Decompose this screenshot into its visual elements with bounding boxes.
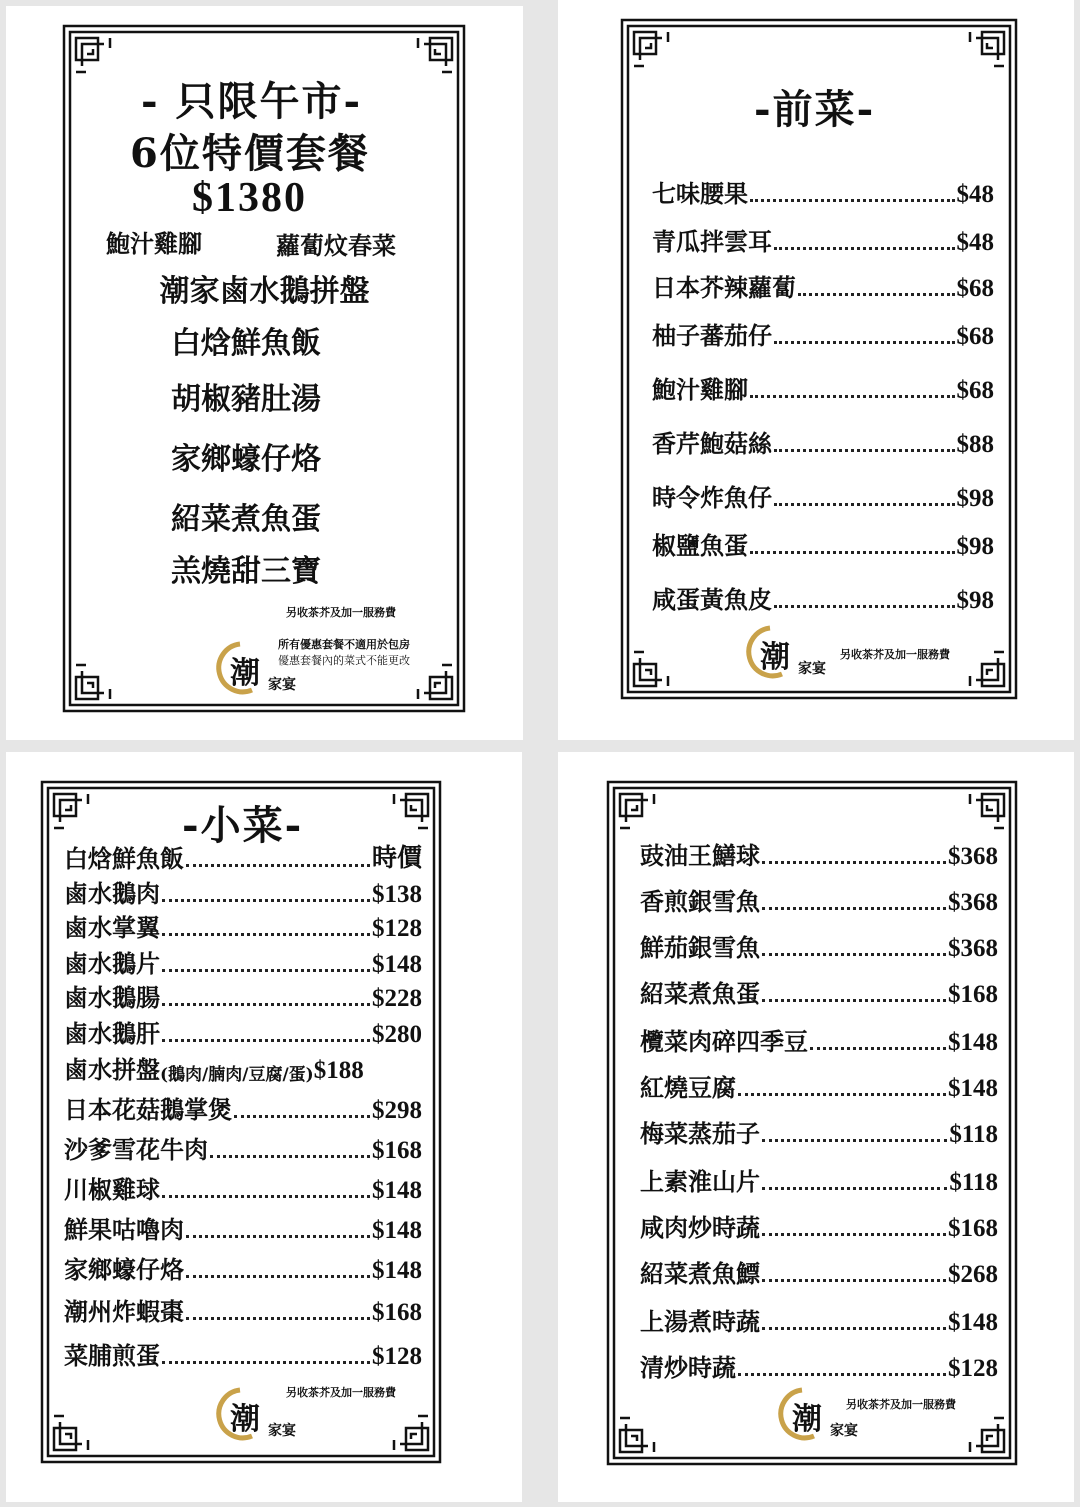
lunch-dish: 白焓鮮魚飯	[171, 326, 321, 361]
leader-dots	[762, 1139, 947, 1142]
leader-dots	[738, 1373, 946, 1376]
leader-dots	[762, 1187, 947, 1190]
menu-item-row	[64, 1336, 422, 1371]
leader-dots	[750, 395, 955, 398]
leader-dots	[774, 449, 955, 452]
menu-item-note: (鵝肉/腩肉/豆腐/蛋)	[160, 1065, 314, 1085]
leader-dots	[186, 1317, 370, 1320]
lunch-set-subtitle: 6位特價套餐	[130, 130, 370, 177]
menu-item-row	[640, 1068, 998, 1103]
menu-item-name: 咸蛋黃魚皮	[652, 585, 772, 614]
menu-item-name: 時令炸魚仔	[652, 483, 772, 512]
menu-item-row	[64, 1292, 422, 1327]
menu-item-name: 紅燒豆腐	[640, 1073, 736, 1102]
menu-item-price: $188	[313, 1057, 364, 1084]
logo-sub: 家宴	[268, 677, 296, 693]
leader-dots	[186, 864, 370, 867]
leader-dots	[762, 999, 946, 1002]
menu-item-row	[640, 836, 998, 871]
menu-item-price: $280	[372, 1021, 422, 1048]
menu-item-name: 家鄉蠔仔烙	[64, 1255, 184, 1284]
menu-item-name: 青瓜拌雲耳	[652, 227, 772, 256]
menu-item-row	[640, 882, 998, 917]
menu-item-name: 日本芥辣蘿蔔	[652, 273, 796, 302]
leader-dots	[162, 1039, 370, 1042]
menu-item-price: $368	[948, 889, 998, 916]
menu-item-row	[640, 928, 998, 963]
lunch-set-card	[6, 6, 523, 740]
menu-item-price: $128	[372, 1343, 422, 1370]
menu-item-row	[652, 268, 994, 303]
menu-item-price: $118	[949, 1121, 998, 1148]
menu-item-row	[652, 526, 994, 561]
menu-item-name: 上湯煮時蔬	[640, 1307, 760, 1336]
restaurant-logo	[774, 1384, 864, 1444]
menu-item-row	[652, 174, 994, 209]
menu-item-price: $98	[956, 485, 994, 512]
menu-item-row	[64, 908, 422, 943]
menu-item-row	[64, 838, 422, 874]
menu-item-row	[64, 978, 422, 1013]
appetizers-card	[558, 0, 1074, 740]
menu-item-name: 柚子蕃茄仔	[652, 321, 772, 350]
menu-item-name: 潮州炸蝦棗	[64, 1297, 184, 1326]
menu-item-name: 紹菜煮魚鰾	[640, 1259, 760, 1288]
small-dishes-title: -小菜-	[182, 802, 304, 849]
menu-item-row	[640, 1302, 998, 1337]
menu-item-name: 鮮果咕嚕肉	[64, 1215, 184, 1244]
menu-item-price: $128	[948, 1355, 998, 1382]
menu-item-row	[652, 370, 994, 405]
leader-dots	[750, 551, 955, 554]
menu-item-price: $148	[948, 1309, 998, 1336]
logo-sub: 家宴	[268, 1423, 296, 1439]
menu-item-name: 梅菜蒸茄子	[640, 1119, 760, 1148]
menu-item-name: 鹵水鵝片	[64, 949, 160, 978]
menu-item-name: 欖菜肉碎四季豆	[640, 1027, 808, 1056]
logo-sub: 家宴	[798, 661, 826, 677]
service-charge-note: 另收茶芥及加一服務費	[846, 1398, 956, 1411]
menu-item-price: $148	[372, 1217, 422, 1244]
menu-item-price: $148	[948, 1029, 998, 1056]
menu-item-name: 川椒雞球	[64, 1175, 160, 1204]
menu-item-price: $228	[372, 985, 422, 1012]
menu-item-name: 日本花菇鵝掌煲	[64, 1095, 232, 1124]
leader-dots	[210, 1155, 370, 1158]
logo-sub: 家宴	[830, 1423, 858, 1439]
menu-item-name: 紹菜煮魚蛋	[640, 979, 760, 1008]
leader-dots	[186, 1275, 370, 1278]
menu-item-price: $88	[956, 431, 994, 458]
menu-item-row	[64, 1250, 422, 1285]
leader-dots	[162, 1361, 370, 1364]
menu-item-price: $148	[372, 1177, 422, 1204]
menu-item-name: 香煎銀雪魚	[640, 887, 760, 916]
menu-item-row	[640, 1254, 998, 1289]
logo-char: 潮	[760, 640, 790, 675]
menu-item-price: $68	[956, 323, 994, 350]
logo-char: 潮	[230, 656, 260, 691]
menu-item-name: 白焓鮮魚飯	[64, 844, 184, 873]
leader-dots	[762, 1233, 946, 1236]
menu-item-price: $368	[948, 843, 998, 870]
leader-dots	[750, 199, 955, 202]
menu-item-name: 鹵水掌翼	[64, 913, 160, 942]
menu-item-price: $268	[948, 1261, 998, 1288]
menu-item-price: $68	[956, 275, 994, 302]
lunch-dish: 紹菜煮魚蛋	[171, 502, 321, 537]
leader-dots	[798, 293, 955, 296]
menu-item-row	[64, 1090, 422, 1125]
menu-item-row	[652, 424, 994, 459]
menu-item-price: $168	[948, 981, 998, 1008]
menu-item-name: 鹵水鵝腸	[64, 983, 160, 1012]
lunch-side-left: 鮑汁雞腳	[106, 229, 202, 258]
menu-item-row	[64, 1130, 422, 1165]
menu-item-name: 鹵水拼盤	[64, 1055, 160, 1084]
lunch-note-2: 優惠套餐內的菜式不能更改	[278, 654, 410, 667]
menu-item-name: 菜脯煎蛋	[64, 1341, 160, 1370]
menu-item-price: 時價	[371, 845, 422, 872]
menu-item-price: $148	[372, 951, 422, 978]
small-dishes-card	[6, 752, 522, 1502]
menu-item-price: $368	[948, 935, 998, 962]
menu-item-price: $168	[948, 1215, 998, 1242]
service-charge-note: 另收茶芥及加一服務費	[286, 1386, 396, 1399]
menu-item-price: $48	[956, 229, 994, 256]
more-dishes-card	[558, 752, 1074, 1502]
menu-item-name: 鹵水鵝肉	[64, 879, 160, 908]
leader-dots	[234, 1115, 370, 1118]
restaurant-logo	[742, 622, 832, 682]
leader-dots	[762, 953, 946, 956]
menu-item-name: 鹵水鵝肝	[64, 1019, 160, 1048]
menu-item-name: 鮮茄銀雪魚	[640, 933, 760, 962]
menu-item-name: 咸肉炒時蔬	[640, 1213, 760, 1242]
appetizers-title: -前菜-	[754, 86, 876, 133]
leader-dots	[738, 1093, 946, 1096]
leader-dots	[762, 1327, 946, 1330]
menu-item-row	[652, 580, 994, 615]
menu-item-price: $168	[372, 1137, 422, 1164]
menu-item-name: 沙爹雪花牛肉	[64, 1135, 208, 1164]
logo-char: 潮	[230, 1402, 260, 1437]
menu-item-row	[652, 478, 994, 513]
service-charge-note: 另收茶芥及加一服務費	[840, 648, 950, 661]
menu-item-name: 豉油王鱔球	[640, 841, 760, 870]
leader-dots	[774, 247, 955, 250]
lunch-dish: 家鄉蠔仔烙	[171, 442, 321, 477]
leader-dots	[774, 341, 955, 344]
menu-item-row	[640, 1348, 998, 1383]
menu-item-row	[64, 874, 422, 909]
menu-item-row	[64, 944, 422, 979]
leader-dots	[774, 605, 955, 608]
menu-item-name: 清炒時蔬	[640, 1353, 736, 1382]
menu-item-row	[640, 1162, 998, 1197]
leader-dots	[162, 1003, 370, 1006]
leader-dots	[162, 899, 370, 902]
menu-item-price: $138	[372, 881, 422, 908]
leader-dots	[186, 1235, 370, 1238]
lunch-set-price: $1380	[192, 175, 307, 221]
menu-item-row	[652, 222, 994, 257]
menu-item-name: 椒鹽魚蛋	[652, 531, 748, 560]
logo-char: 潮	[792, 1402, 822, 1437]
restaurant-logo	[212, 638, 302, 698]
menu-item-price: $48	[956, 181, 994, 208]
service-charge-note: 另收茶芥及加一服務費	[286, 606, 396, 619]
menu-item-name: 上素淮山片	[640, 1167, 760, 1196]
menu-item-price: $148	[948, 1075, 998, 1102]
menu-item-name: 香芹鮑菇絲	[652, 429, 772, 458]
menu-item-row	[640, 1208, 998, 1243]
menu-item-row	[640, 1022, 998, 1057]
menu-item-price: $98	[956, 533, 994, 560]
menu-item-price: $168	[372, 1299, 422, 1326]
menu-item-row	[652, 316, 994, 351]
leader-dots	[762, 1279, 946, 1282]
menu-item-price: $118	[949, 1169, 998, 1196]
menu-item-name: 鮑汁雞腳	[652, 375, 748, 404]
lunch-note-1: 所有優惠套餐不適用於包房	[278, 638, 410, 651]
leader-dots	[162, 933, 370, 936]
menu-item-price: $148	[372, 1257, 422, 1284]
lunch-dish: 潮家鹵水鵝拼盤	[159, 274, 370, 309]
menu-item-row	[640, 1114, 998, 1149]
menu-item-name: 七味腰果	[652, 179, 748, 208]
menu-item-price: $128	[372, 915, 422, 942]
leader-dots	[762, 861, 946, 864]
lunch-dish: 羔燒甜三寶	[171, 554, 321, 589]
leader-dots	[810, 1047, 946, 1050]
menu-item-price: $98	[956, 587, 994, 614]
lunch-side-right: 蘿蔔炆春菜	[276, 231, 396, 260]
menu-item-row	[64, 1050, 422, 1085]
leader-dots	[762, 907, 946, 910]
menu-item-price: $298	[372, 1097, 422, 1124]
menu-item-price: $68	[956, 377, 994, 404]
leader-dots	[162, 969, 370, 972]
lunch-set-title: - 只限午市-	[141, 78, 363, 125]
leader-dots	[774, 503, 955, 506]
menu-item-row	[64, 1210, 422, 1245]
menu-item-row	[640, 974, 998, 1009]
lunch-dish: 胡椒豬肚湯	[171, 382, 321, 417]
menu-item-row	[64, 1014, 422, 1049]
leader-dots	[162, 1195, 370, 1198]
menu-item-row	[64, 1170, 422, 1205]
